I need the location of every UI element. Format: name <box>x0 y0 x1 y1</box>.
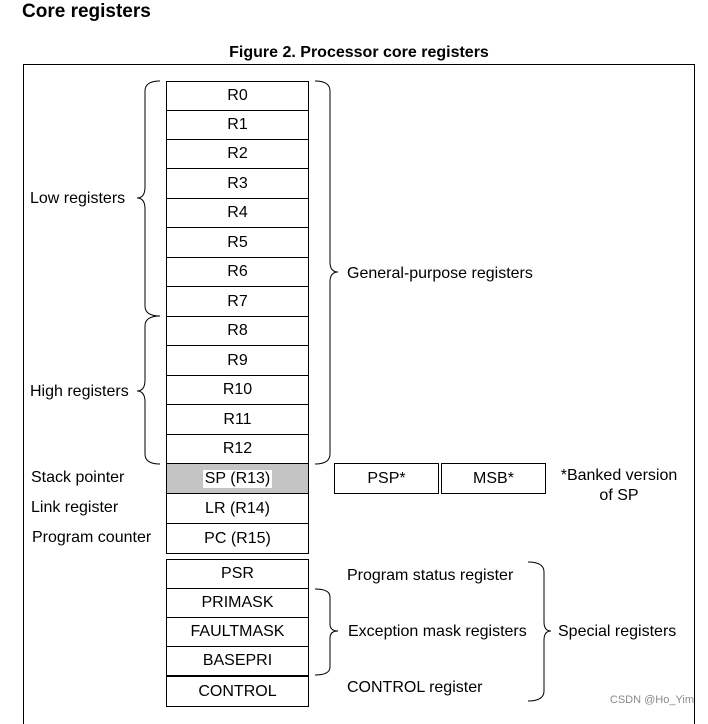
low-registers-brace <box>137 81 160 316</box>
program-counter-label: Program counter <box>32 529 152 546</box>
exception-mask-brace <box>315 589 338 675</box>
register-r8: R8 <box>166 316 309 346</box>
register-r2: R2 <box>166 139 309 169</box>
register-r12: R12 <box>166 434 309 464</box>
register-r4: R4 <box>166 198 309 228</box>
general-purpose-label: General-purpose registers <box>347 265 533 282</box>
control-register-label: CONTROL register <box>347 679 483 696</box>
section-heading: Core registers <box>22 1 151 22</box>
watermark: CSDN @Ho_Yim <box>609 694 694 706</box>
link-register-label: Link register <box>31 499 119 516</box>
register-basepri: BASEPRI <box>166 646 309 676</box>
register-r1: R1 <box>166 110 309 140</box>
register-r0: R0 <box>166 81 309 111</box>
register-pc: PC (R15) <box>166 523 309 554</box>
register-r10: R10 <box>166 375 309 405</box>
register-r9: R9 <box>166 345 309 376</box>
register-faultmask: FAULTMASK <box>166 617 309 647</box>
register-psp: PSP* <box>334 463 439 494</box>
register-psr: PSR <box>166 559 309 589</box>
banked-note-line2: of SP <box>599 487 639 504</box>
register-r6: R6 <box>166 257 309 287</box>
register-r7: R7 <box>166 286 309 317</box>
special-registers-brace <box>528 562 551 701</box>
register-r5: R5 <box>166 227 309 258</box>
low-registers-label: Low registers <box>30 190 126 207</box>
register-r3: R3 <box>166 168 309 199</box>
exception-mask-label: Exception mask registers <box>348 623 527 640</box>
special-registers-label: Special registers <box>558 623 677 640</box>
register-r11: R11 <box>166 404 309 435</box>
general-purpose-brace <box>315 81 338 464</box>
register-lr: LR (R14) <box>166 493 309 524</box>
stack-pointer-label: Stack pointer <box>31 469 125 486</box>
register-primask: PRIMASK <box>166 588 309 618</box>
banked-note-line1: *Banked version <box>560 467 678 484</box>
register-msp: MSB* <box>441 463 546 494</box>
high-registers-label: High registers <box>30 383 129 400</box>
figure-caption: Figure 2. Processor core registers <box>229 44 489 61</box>
program-status-label: Program status register <box>347 567 514 584</box>
register-sp: SP (R13) <box>166 463 309 494</box>
register-control: CONTROL <box>166 676 309 707</box>
high-registers-brace <box>137 316 160 464</box>
